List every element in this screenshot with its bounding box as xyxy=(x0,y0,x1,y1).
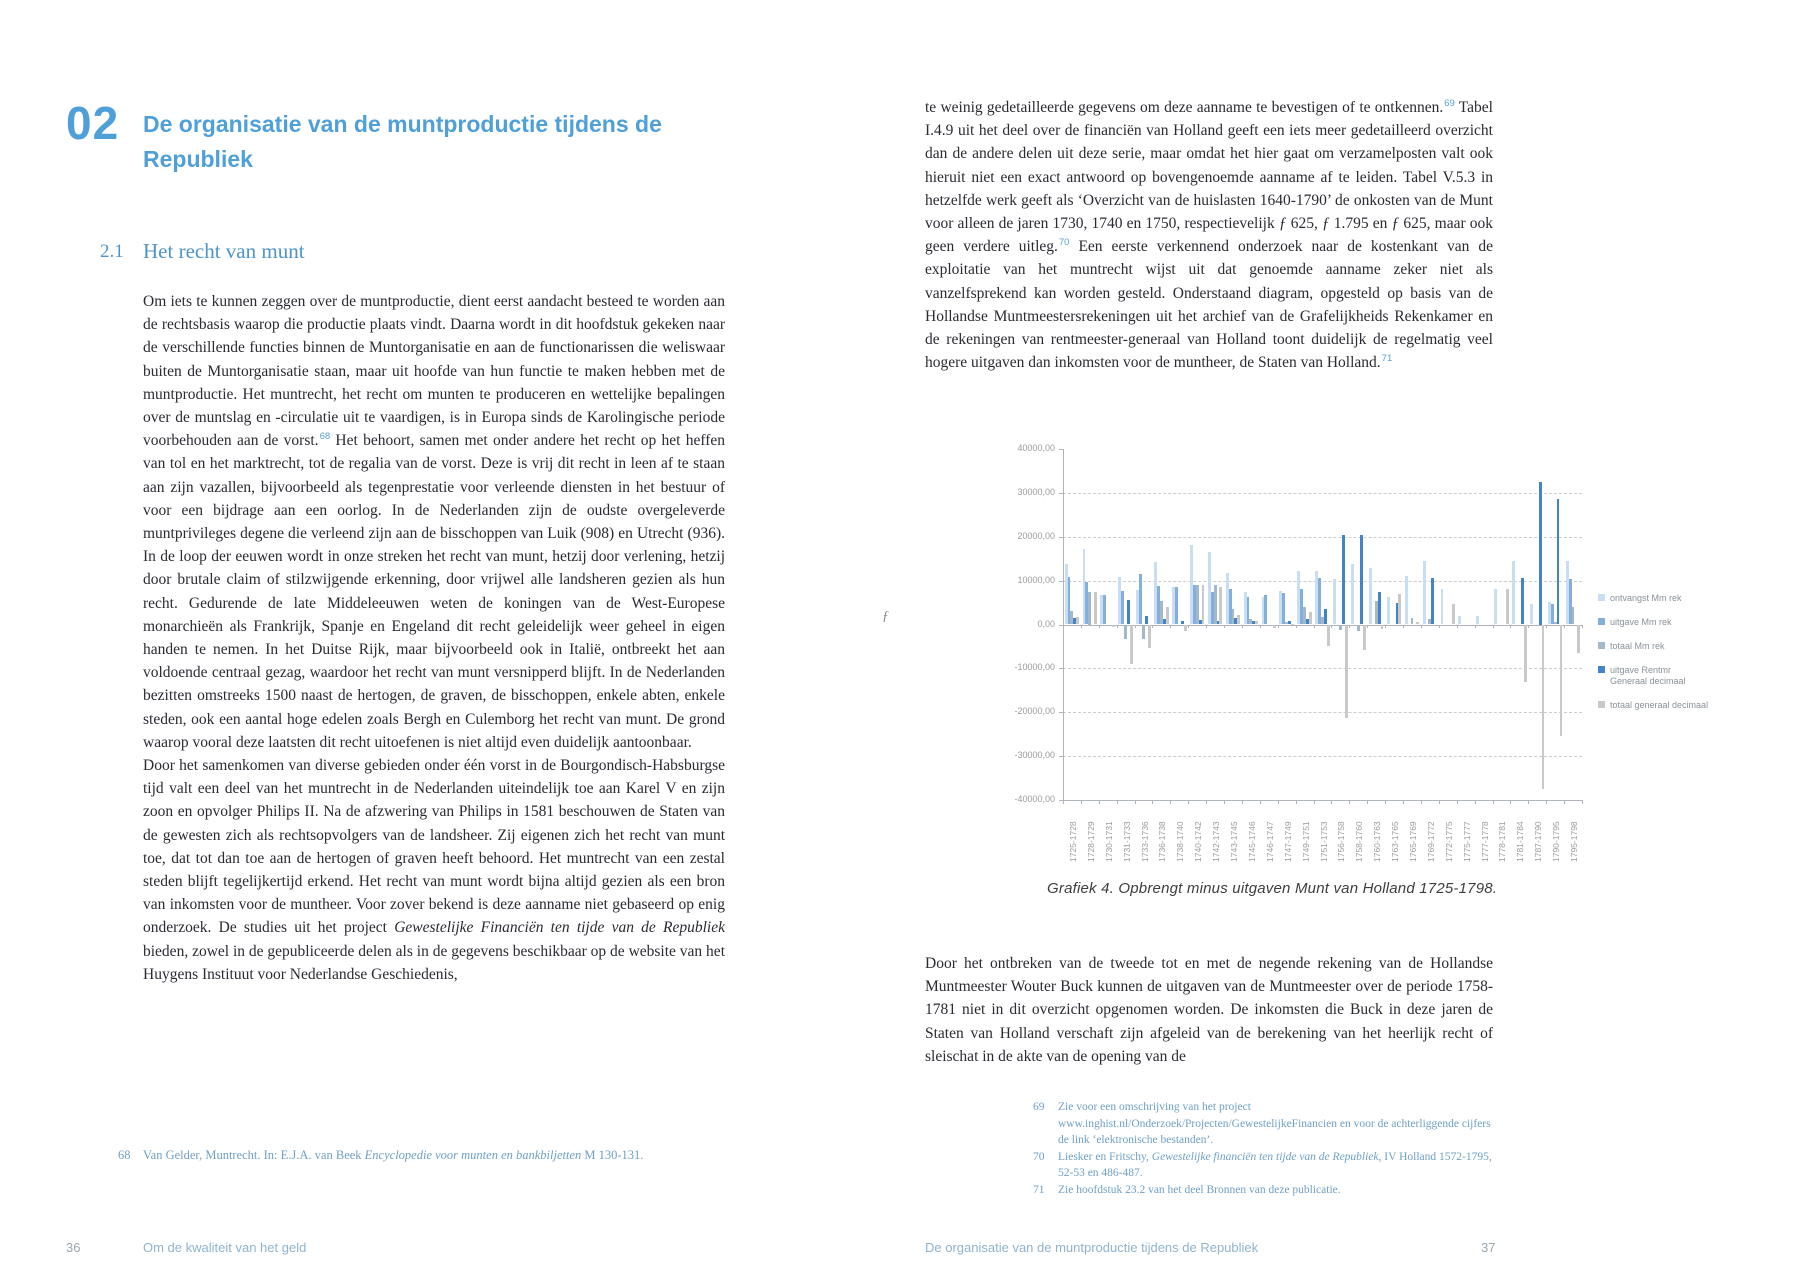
zero-axis-tick xyxy=(1099,625,1100,628)
footnote-text: Van Gelder, Muntrecht. In: E.J.A. van Beek Encyclopedie voor munten en bankbiljetten M 130-131. xyxy=(143,1148,644,1162)
footnote-ref: 70 xyxy=(1058,237,1070,249)
italic-text: Gewestelijke financiën ten tijde van de Republiek xyxy=(1151,1150,1379,1163)
bar xyxy=(1458,616,1461,624)
bar xyxy=(1405,576,1408,625)
x-axis-tick xyxy=(1099,800,1100,804)
x-axis-tick xyxy=(1475,800,1476,804)
zero-axis-tick xyxy=(1081,625,1082,628)
bar xyxy=(1094,592,1097,624)
y-axis-tick-label: 30000,00 xyxy=(1017,486,1055,497)
bar xyxy=(1539,482,1542,625)
zero-axis-tick xyxy=(1278,625,1279,628)
bar xyxy=(1521,578,1524,625)
x-axis-label: 1795-1798 xyxy=(1569,821,1580,862)
bar xyxy=(1148,625,1151,649)
chapter-number: 02 xyxy=(66,97,120,149)
bar xyxy=(1088,592,1091,625)
bar xyxy=(1130,625,1133,664)
bar xyxy=(1452,604,1455,624)
x-axis-label: 1769-1772 xyxy=(1425,821,1436,862)
left-page-number: 36 xyxy=(66,1240,81,1255)
gridline xyxy=(1063,712,1582,713)
section-number: 2.1 xyxy=(100,241,124,262)
zero-axis-tick xyxy=(1349,625,1350,628)
gridline xyxy=(1063,537,1582,538)
zero-axis-tick xyxy=(1493,625,1494,628)
zero-axis-tick xyxy=(1528,625,1529,628)
bar xyxy=(1378,592,1381,624)
x-axis-tick xyxy=(1296,800,1297,804)
left-footnotes xyxy=(118,1146,738,1164)
bar xyxy=(1411,618,1414,625)
paragraph: te weinig gedetailleerde gegevens om deze aanname te bevestigen of te ontkennen.$^{69}$ Tabel I.4.9 uit het deel over de financiën van Holland geeft een iets meer gedetailleerd overzicht dan de andere delen uit deze serie, maar omdat het hier gaat om verzamelposten valt ook hieruit niet een exact antwoord op bovengenoemde aanname af te leiden. Tabel V.5.3 in hetzelfde werk geeft als ‘Overzicht van de huislasten 1640-1790’ de onkosten van de Munt voor alleen de jaren 1730, 1740 en 1750, respectievelijk ƒ 625, ƒ 1.795 en ƒ 625, maar ook geen verdere uitleg.$^{70}$ Een eerste verkennend onderzoek naar de kostenkant van de exploitatie van het muntrecht wijst uit dat genoemde aanname zeker niet als vanzelfsprekend kan worden gesteld. Onderstaand diagram, opgesteld op basis van de Hollandse Muntmeestersrekeningen uit het archief van de Grafelijkheids Rekenkamer en de rekeningen van rentmeester-generaal van Holland toont duidelijk de regelmatig veel hogere uitgaven dan inkomsten voor de muntheer, de Staten van Holland.$^{71}$ xyxy=(925,97,1493,372)
bar xyxy=(1237,615,1240,624)
footnote-number: 69 xyxy=(1033,1101,1045,1113)
bar xyxy=(1530,604,1533,625)
bar xyxy=(1121,591,1124,625)
x-axis-tick xyxy=(1457,800,1458,804)
x-axis-tick xyxy=(1170,800,1171,804)
x-axis-label: 1731-1733 xyxy=(1121,821,1132,862)
legend-item xyxy=(1598,700,1710,711)
paragraph: Door het samenkomen van diverse gebieden onder één vorst in de Bourgondisch-Habsburgse tijd valt een deel van het muntrecht in de Nederlanden uiteindelijk toe aan Karel V en zijn zoon en opvolger Philips II. Na de afzwering van Philips in 1581 beschouwen de Staten van de gewesten zich als rechtsopvolgers van de landsheer. Zij eigenen zich het recht van munt toe, dat tot dan toe aan de hertogen of graven heeft behoord. Het muntrecht van een zestal steden blijft tegelijkertijd erkend. Het recht van munt wordt bijna altijd gezien als een bron van inkomsten voor de muntheer. Voor zover bekend is deze aanname niet gebaseerd op enig onderzoek. De studies uit het project Gewestelijke Financiën ten tijde van de Republiek bieden, zowel in de gepubliceerde delen als in de gegevens beschikbaar op de website van het Huygens Instituut voor Nederlandse Geschiedenis, xyxy=(143,757,725,983)
x-axis-label: 1787-1790 xyxy=(1533,821,1544,862)
bar xyxy=(1512,561,1515,625)
footnote-number: 70 xyxy=(1033,1150,1045,1163)
zero-axis-tick xyxy=(1314,625,1315,628)
y-axis-tick-label: 10000,00 xyxy=(1017,574,1055,585)
right-body-column-bottom xyxy=(925,952,1493,1068)
y-axis-tick-label: 20000,00 xyxy=(1017,530,1055,541)
x-axis-tick xyxy=(1063,800,1064,804)
legend-label: uitgave Mm rek xyxy=(1610,617,1672,627)
bar xyxy=(1572,607,1575,625)
x-axis-tick xyxy=(1510,800,1511,804)
bar xyxy=(1139,574,1142,624)
footnote-text: Zie voor een omschrijving van het project www.inghist.nl/Onderzoek/Projecten/GewestelijkeFinancien en voor de achterliggende cijfers de link ‘elektronische bestanden’. xyxy=(1058,1101,1491,1146)
bar xyxy=(1327,625,1330,646)
legend-swatch xyxy=(1598,594,1605,601)
legend-item xyxy=(1598,593,1710,604)
footnote-ref: 69 xyxy=(1444,97,1455,109)
y-axis-tick-label: -20000,00 xyxy=(1014,706,1055,717)
x-axis-tick xyxy=(1206,800,1207,804)
x-axis-label: 1775-1777 xyxy=(1461,821,1472,862)
y-axis-tick-label: -30000,00 xyxy=(1014,750,1055,761)
x-axis-label: 1733-1736 xyxy=(1139,821,1150,862)
bar xyxy=(1127,600,1130,625)
x-axis-tick xyxy=(1349,800,1350,804)
bar xyxy=(1557,499,1560,624)
x-axis-tick xyxy=(1278,800,1279,804)
y-axis-title: ƒ xyxy=(882,609,889,624)
chapter-title: De organisatie van de muntproductie tijdens de Republiek xyxy=(143,111,662,172)
zero-axis-tick xyxy=(1170,625,1171,628)
x-axis-tick xyxy=(1493,800,1494,804)
x-axis-tick xyxy=(1188,800,1189,804)
section-title: Het recht van munt xyxy=(143,239,305,263)
x-axis-tick xyxy=(1331,800,1332,804)
x-axis-tick xyxy=(1314,800,1315,804)
x-axis-label: 1730-1731 xyxy=(1103,821,1114,862)
italic-text: ƒ xyxy=(1391,215,1400,233)
legend-item xyxy=(1598,641,1710,652)
zero-axis-tick xyxy=(1206,625,1207,628)
legend-swatch xyxy=(1598,642,1605,649)
x-axis-label: 1758-1760 xyxy=(1354,821,1365,862)
bar xyxy=(1112,625,1115,627)
x-axis-tick xyxy=(1439,800,1440,804)
zero-axis-tick xyxy=(1224,625,1225,628)
bar xyxy=(1309,612,1312,624)
bar xyxy=(1398,594,1401,624)
footnote-text: Liesker en Fritschy, Gewestelijke financiën ten tijde van de Republiek, IV Holland 1572-1795, 52-53 en 486-487. xyxy=(1058,1150,1492,1179)
italic-text: Encyclopedie voor munten en bankbiljetten xyxy=(364,1148,582,1162)
footnote-number: 71 xyxy=(1033,1183,1045,1196)
zero-axis-tick xyxy=(1546,625,1547,628)
bar xyxy=(1184,625,1187,631)
italic-text: Gewestelijke Financiën ten tijde van de Republiek xyxy=(394,919,725,937)
bar xyxy=(1345,625,1348,719)
x-axis-tick xyxy=(1260,800,1261,804)
x-axis-line xyxy=(1063,800,1582,801)
left-body-column xyxy=(143,290,725,986)
x-axis-tick xyxy=(1367,800,1368,804)
bar xyxy=(1273,625,1276,629)
bar xyxy=(1381,625,1384,629)
bar xyxy=(1145,616,1148,624)
zero-axis-tick xyxy=(1367,625,1368,628)
footnote-ref: 68 xyxy=(319,431,331,443)
bar xyxy=(1357,625,1360,632)
italic-text: ƒ xyxy=(1278,215,1287,233)
paragraph: Om iets te kunnen zeggen over de muntproductie, dient eerst aandacht besteed te worden aan de rechtsbasis waarop die productie plaats vindt. Daarna wordt in dit hoofdstuk gekeken naar de verschillende functies binnen de Muntorganisatie en aan de functionarissen die weliswaar buiten de Muntorganisatie staan, maar uit hoofde van hun functie te maken hebben met de muntproductie. Het muntrecht, het recht om munten te produceren en wettelijke bepalingen over de muntslag en -circulatie uit te vaardigen, is in Europa sinds de Karolingische periode voorbehouden aan de vorst.$^{68}$ Het behoort, samen met onder andere het recht op het heffen van tol en het marktrecht, tot de regalia van de vorst. Deze is vrij dit recht in leen af te staan aan zijn vazallen, bijvoorbeeld als tegenprestatie voor verleende diensten in het bestuur of voor een bijdrage aan een oorlog. In de Nederlanden zijn de oudste overgeleverde muntprivileges degene die verleend zijn aan de bisschoppen van Luik (908) en Utrecht (936). In de loop der eeuwen wordt in onze streken het recht van munt, hetzij door verlening, hetzij door brutale claim of stilzwijgende erkenning, door vrijwel alle landsheren gezien als hun recht. Gedurende de late Middeleeuwen weten de koningen van de West-Europese monarchieën als Frankrijk, Spanje en Engeland dit recht geleidelijk weer geheel in eigen handen te nemen. In het Duitse Rijk, maar bijvoorbeeld ook in Italië, ontbreekt het aan voldoende centraal gezag, waardoor het recht van munt versnipperd blijft. In de Nederlanden bezitten omstreeks 1500 naast de hertogen, de graven, de bisschoppen, enkele abten, enkele steden, ook een aantal hoge edelen zoals Bergh en Culemborg het recht van munt. De grond waarop vooral deze laatsten dit recht uitoefenen is niet altijd even duidelijk aantoonbaar. xyxy=(143,293,726,751)
zero-axis-tick xyxy=(1457,625,1458,628)
zero-axis-tick xyxy=(1188,625,1189,628)
bar xyxy=(1423,561,1426,624)
bar xyxy=(1142,625,1145,639)
zero-axis-tick xyxy=(1510,625,1511,628)
x-axis-label: 1743-1745 xyxy=(1229,821,1240,862)
bar xyxy=(1506,589,1509,625)
bar xyxy=(1202,585,1205,625)
legend-item xyxy=(1598,617,1710,628)
x-axis-label: 1738-1740 xyxy=(1175,821,1186,862)
x-axis-label: 1740-1742 xyxy=(1193,821,1204,862)
bar xyxy=(1333,579,1336,624)
gridline xyxy=(1063,493,1582,494)
bar xyxy=(1196,585,1199,624)
right-page-number: 37 xyxy=(1481,1240,1496,1255)
x-axis-label: 1728-1729 xyxy=(1085,821,1096,862)
bar xyxy=(1342,535,1345,625)
bar xyxy=(1387,597,1390,625)
zero-axis-tick xyxy=(1385,625,1386,628)
zero-axis-tick xyxy=(1439,625,1440,628)
right-running-title: De organisatie van de muntproductie tijdens de Republiek xyxy=(925,1240,1259,1255)
legend-label: uitgave Rentmr Generaal decimaal xyxy=(1610,665,1686,686)
gridline xyxy=(1063,756,1582,757)
y-axis-tick-label: 0,00 xyxy=(1037,618,1055,629)
right-footnotes xyxy=(1033,1099,1495,1198)
zero-axis-tick xyxy=(1421,625,1422,628)
bar xyxy=(1339,625,1342,631)
x-axis-tick xyxy=(1528,800,1529,804)
bar xyxy=(1577,625,1580,654)
x-axis-tick xyxy=(1242,800,1243,804)
bar xyxy=(1214,585,1217,625)
zero-axis-tick xyxy=(1135,625,1136,628)
legend-label: totaal generaal decimaal xyxy=(1610,700,1709,710)
legend-label: ontvangst Mm rek xyxy=(1610,593,1682,603)
bar xyxy=(1124,625,1127,639)
bar xyxy=(1542,625,1545,790)
bar xyxy=(1103,595,1106,625)
footnote-text: Zie hoofdstuk 23.2 van het deel Bronnen van deze publicatie. xyxy=(1058,1183,1341,1196)
zero-axis-tick xyxy=(1331,625,1332,628)
x-axis-label: 1778-1781 xyxy=(1497,821,1508,862)
bar xyxy=(1219,587,1222,625)
x-axis-tick xyxy=(1385,800,1386,804)
x-axis-label: 1760-1763 xyxy=(1372,821,1383,862)
chart xyxy=(880,383,1730,873)
legend-swatch xyxy=(1598,701,1605,708)
bar xyxy=(1369,568,1372,624)
zero-axis-tick xyxy=(1475,625,1476,628)
bar xyxy=(1178,625,1181,627)
footnote-ref: 71 xyxy=(1381,353,1393,365)
zero-axis-tick xyxy=(1260,625,1261,628)
x-axis-label: 1756-1758 xyxy=(1336,821,1347,862)
bar xyxy=(1166,607,1169,625)
zero-axis-tick xyxy=(1063,625,1064,628)
x-axis-label: 1749-1751 xyxy=(1300,821,1311,862)
x-axis-label: 1747-1749 xyxy=(1282,821,1293,862)
x-axis-label: 1763-1765 xyxy=(1390,821,1401,862)
x-axis-label: 1751-1753 xyxy=(1318,821,1329,862)
gridline xyxy=(1063,668,1582,669)
zero-axis-tick xyxy=(1403,625,1404,628)
bar xyxy=(1476,616,1479,624)
y-axis-tick-label: -40000,00 xyxy=(1014,794,1055,804)
x-axis-label: 1746-1747 xyxy=(1264,821,1275,862)
legend-swatch xyxy=(1598,666,1605,673)
x-axis-label: 1736-1738 xyxy=(1157,821,1168,862)
x-axis-tick xyxy=(1224,800,1225,804)
zero-axis-tick xyxy=(1117,625,1118,628)
x-axis-tick xyxy=(1117,800,1118,804)
italic-text: ƒ xyxy=(1321,215,1330,233)
bar xyxy=(1431,578,1434,624)
bar xyxy=(1560,625,1563,737)
bar xyxy=(1291,624,1294,625)
bar xyxy=(1351,564,1354,624)
footnote xyxy=(1033,1149,1495,1182)
x-axis-tick xyxy=(1421,800,1422,804)
y-axis-tick-label: 40000,00 xyxy=(1017,443,1055,453)
x-axis-label: 1765-1769 xyxy=(1407,821,1418,862)
bar xyxy=(1282,593,1285,625)
bar xyxy=(1494,589,1497,625)
x-axis-label: 1777-1778 xyxy=(1479,821,1490,862)
bar xyxy=(1264,595,1267,624)
x-axis-label: 1725-1728 xyxy=(1067,821,1078,862)
bar xyxy=(1416,622,1419,625)
footnote xyxy=(1033,1099,1495,1149)
x-axis-label: 1745-1746 xyxy=(1246,821,1257,862)
bar xyxy=(1106,625,1109,626)
x-axis-label: 1772-1775 xyxy=(1443,821,1454,862)
bar xyxy=(1076,617,1079,624)
bar xyxy=(1524,625,1527,682)
legend-item xyxy=(1598,665,1710,687)
bar xyxy=(1255,621,1258,624)
bar xyxy=(1267,625,1270,627)
bar xyxy=(1441,589,1444,625)
x-axis-tick xyxy=(1546,800,1547,804)
chart-caption: Grafiek 4. Opbrengt minus uitgaven Munt van Holland 1725-1798. xyxy=(1047,880,1498,897)
left-running-title: Om de kwaliteit van het geld xyxy=(143,1240,307,1255)
zero-axis-tick xyxy=(1296,625,1297,628)
x-axis-tick xyxy=(1403,800,1404,804)
x-axis-tick xyxy=(1081,800,1082,804)
footnote xyxy=(118,1146,738,1164)
zero-axis-tick xyxy=(1152,625,1153,628)
x-axis-label: 1781-1784 xyxy=(1515,821,1526,862)
legend-swatch xyxy=(1598,618,1605,625)
x-axis-label: 1742-1743 xyxy=(1211,821,1222,862)
bar xyxy=(1360,535,1363,625)
x-axis-tick xyxy=(1152,800,1153,804)
x-axis-tick xyxy=(1135,800,1136,804)
zero-axis-tick xyxy=(1564,625,1565,628)
right-body-column-top xyxy=(925,96,1493,374)
bar xyxy=(1324,609,1327,624)
chart-legend xyxy=(1598,593,1710,724)
footnote xyxy=(1033,1182,1495,1199)
zero-axis-tick xyxy=(1582,625,1583,628)
x-axis-tick xyxy=(1564,800,1565,804)
legend-label: totaal Mm rek xyxy=(1610,641,1665,651)
footnote-number: 68 xyxy=(118,1148,131,1162)
bar xyxy=(1363,625,1366,650)
x-axis-label: 1790-1795 xyxy=(1551,821,1562,862)
paragraph: Door het ontbreken van de tweede tot en met de negende rekening van de Hollandse Muntmeester Wouter Buck kunnen de uitgaven van de Muntmeester over de periode 1758-1781 niet in dit overzicht opgenomen worden. De inkomsten die Buck in deze jaren de Staten van Holland verschaft zijn afgeleid van de berekening van het heerlijk recht of sleischat in de akte van de opening van de xyxy=(925,955,1493,1065)
x-axis-tick xyxy=(1582,800,1583,804)
bar xyxy=(1175,587,1178,625)
zero-axis-tick xyxy=(1242,625,1243,628)
y-axis-tick-label: -10000,00 xyxy=(1014,662,1055,673)
zero-line xyxy=(1063,625,1582,626)
